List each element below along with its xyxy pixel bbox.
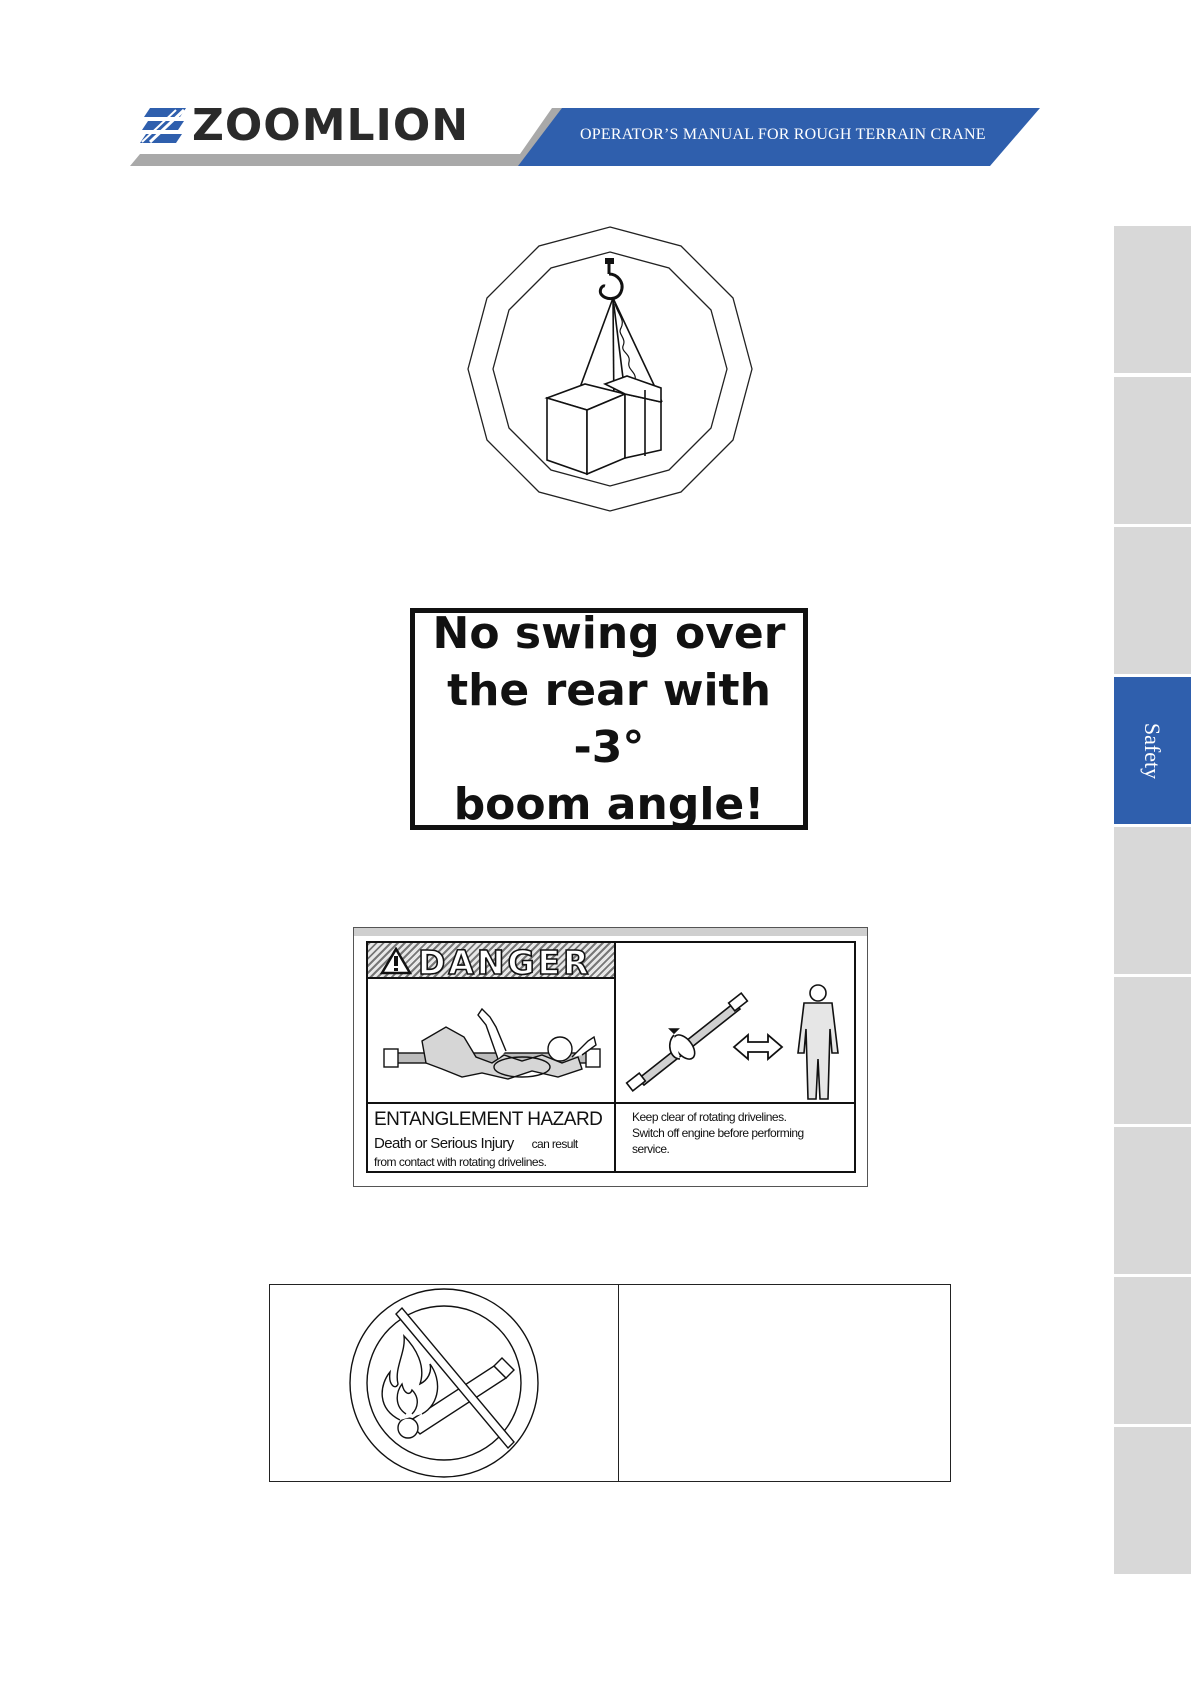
side-tab-safety[interactable] bbox=[1114, 677, 1191, 824]
entangled-person-icon bbox=[382, 997, 608, 1097]
no-fire-table bbox=[269, 1284, 951, 1482]
warning-triangle-icon bbox=[380, 947, 412, 975]
table-divider bbox=[618, 1285, 619, 1481]
manual-title: OPERATOR’S MANUAL FOR ROUGH TERRAIN CRANE bbox=[580, 126, 986, 143]
no-open-flame-icon bbox=[346, 1288, 542, 1478]
suspended-load-icon bbox=[465, 224, 755, 514]
avoidance-instructions: Keep clear of rotating drivelines. Switch off engine before performing service. bbox=[632, 1110, 804, 1156]
brand-name: ZOOMLION bbox=[192, 100, 470, 151]
side-tab-1[interactable] bbox=[1114, 226, 1191, 373]
standing-person-icon bbox=[798, 985, 838, 1099]
zoomlion-logo-icon bbox=[140, 108, 186, 143]
hazard-cause: from contact with rotating drivelines. bbox=[374, 1155, 547, 1169]
decal-frame bbox=[366, 941, 856, 1173]
crane-hook-icon bbox=[600, 258, 622, 299]
load-box bbox=[547, 376, 661, 474]
keep-clear-driveline-icon bbox=[618, 973, 854, 1101]
hazard-title: ENTANGLEMENT HAZARD bbox=[374, 1109, 603, 1130]
side-tab-safety-label: Safety bbox=[1140, 722, 1166, 779]
side-tab-9[interactable] bbox=[1114, 1427, 1191, 1574]
double-arrow-icon bbox=[734, 1035, 782, 1059]
swing-warning-text: No swing over the rear with -3° boom angle! bbox=[432, 608, 786, 830]
hazard-consequence: Death or Serious Injury can result bbox=[374, 1135, 578, 1152]
side-tab-5[interactable] bbox=[1114, 827, 1191, 974]
danger-header bbox=[368, 943, 614, 982]
header-banner bbox=[0, 0, 1191, 175]
side-tab-7[interactable] bbox=[1114, 1127, 1191, 1274]
entanglement-danger-decal bbox=[353, 927, 868, 1187]
side-tab-2[interactable] bbox=[1114, 377, 1191, 524]
swing-warning-sign bbox=[410, 608, 808, 830]
side-tab-6[interactable] bbox=[1114, 977, 1191, 1124]
side-tab-3[interactable] bbox=[1114, 527, 1191, 674]
side-tab-8[interactable] bbox=[1114, 1277, 1191, 1424]
danger-signal-word: DANGER bbox=[418, 943, 592, 982]
